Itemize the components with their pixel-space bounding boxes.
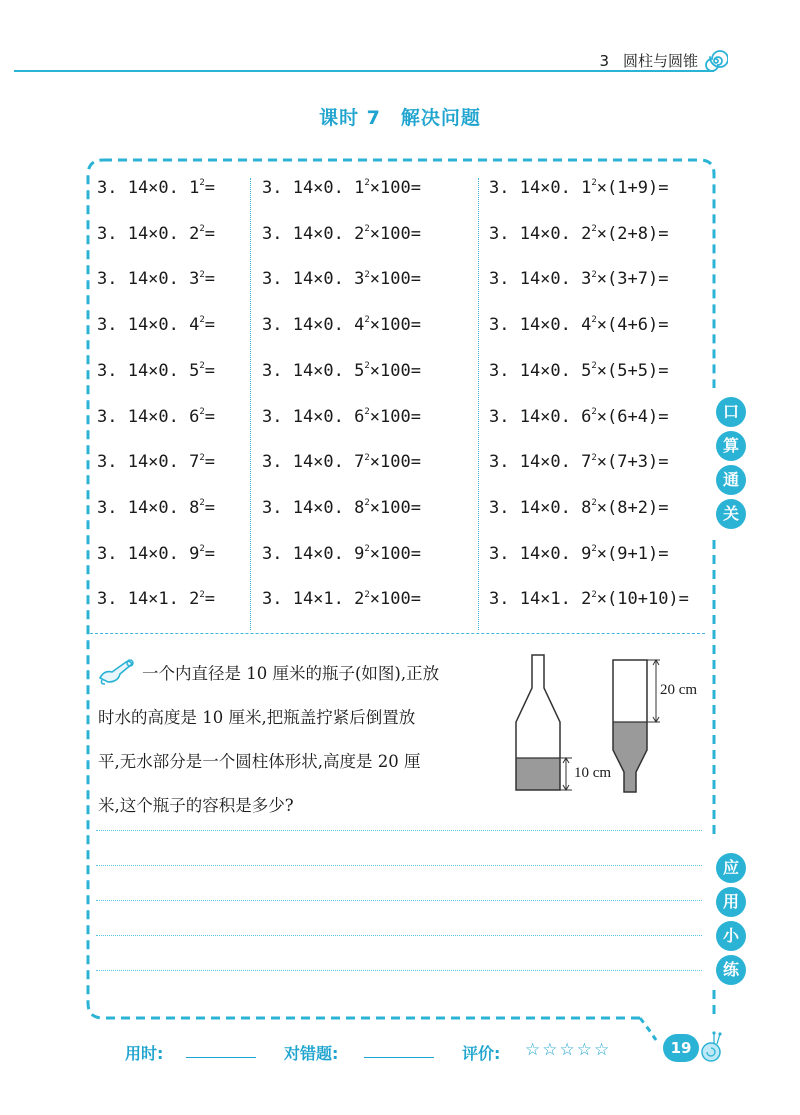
exponent: 2: [591, 589, 597, 600]
problem-line: 平,无水部分是一个圆柱体形状,高度是 20 厘: [98, 752, 421, 771]
side-tab-application-4: 练: [716, 955, 746, 985]
lesson-label: 课时 7: [319, 107, 381, 129]
side-tab-oral-calc-4: 关: [716, 499, 746, 529]
side-tab-application-1: 应: [716, 853, 746, 883]
expression-suffix: ×100=: [369, 589, 421, 610]
calc-item-square: [97, 498, 215, 518]
problem-line: 时水的高度是 10 厘米,把瓶盖拧紧后倒置放: [98, 708, 416, 727]
exponent: 2: [364, 589, 370, 600]
calc-item-square: [97, 315, 215, 335]
exponent: 2: [364, 224, 370, 235]
column-divider: [478, 178, 479, 630]
expression-base: 3. 14×0. 3: [262, 269, 365, 290]
expression-suffix: ×100=: [369, 406, 421, 427]
page-number: 19: [663, 1034, 699, 1062]
expression-suffix: =: [204, 223, 216, 244]
calc-item-square: [97, 178, 215, 198]
expression-base: 3. 14×0. 9: [489, 543, 592, 564]
expression-suffix: =: [204, 315, 216, 336]
calc-item-times-sum: [489, 178, 668, 198]
expression-suffix: ×(5+5)=: [596, 360, 669, 381]
exponent: 2: [591, 361, 597, 372]
exponent: 2: [364, 498, 370, 509]
lesson-title: 解决问题: [400, 107, 481, 129]
expression-base: 3. 14×0. 7: [489, 452, 592, 473]
calc-item-times-sum: [489, 407, 668, 427]
time-blank[interactable]: [186, 1057, 256, 1058]
expression-suffix: =: [204, 497, 216, 518]
expression-base: 3. 14×0. 3: [97, 269, 200, 290]
calc-item-times-100: [262, 589, 421, 609]
figure-label-air-height: 20 cm: [660, 682, 698, 698]
exponent: 2: [364, 452, 370, 463]
expression-base: 3. 14×0. 3: [489, 269, 592, 290]
expression-suffix: =: [204, 269, 216, 290]
exponent: 2: [591, 543, 597, 554]
exponent: 2: [364, 543, 370, 554]
chapter-title: 圆柱与圆锥: [622, 52, 698, 70]
exponent: 2: [199, 589, 205, 600]
exponent: 2: [591, 224, 597, 235]
rating-label: 评价:: [462, 1044, 501, 1063]
expression-suffix: ×(6+4)=: [596, 406, 669, 427]
answer-line: [96, 935, 702, 936]
snail-icon: [697, 1030, 727, 1064]
exponent: 2: [199, 498, 205, 509]
exponent: 2: [591, 269, 597, 280]
calc-item-times-100: [262, 544, 421, 564]
expression-suffix: ×100=: [369, 178, 421, 198]
word-problem: [98, 652, 498, 828]
inverted-bottle: [613, 660, 660, 792]
expression-base: 3. 14×1. 2: [489, 589, 592, 610]
exponent: 2: [364, 315, 370, 326]
expression-base: 3. 14×1. 2: [97, 589, 200, 610]
expression-suffix: =: [204, 452, 216, 473]
calc-item-times-100: [262, 452, 421, 472]
calc-item-square: [97, 544, 215, 564]
exponent: 2: [199, 315, 205, 326]
answer-line: [96, 830, 702, 831]
expression-base: 3. 14×0. 8: [97, 497, 200, 518]
expression-base: 3. 14×1. 2: [262, 589, 365, 610]
exponent: 2: [199, 224, 205, 235]
expression-base: 3. 14×0. 4: [97, 315, 200, 336]
expression-suffix: ×(9+1)=: [596, 543, 669, 564]
calc-item-square: [97, 224, 215, 244]
expression-suffix: ×(1+9)=: [596, 178, 669, 198]
figure-label-water-height: 10 cm: [574, 765, 612, 781]
expression-base: 3. 14×0. 2: [262, 223, 365, 244]
calc-item-times-100: [262, 361, 421, 381]
problem-line: 一个内直径是 10 厘米的瓶子(如图),正放: [142, 664, 440, 683]
rating-stars[interactable]: ☆☆☆☆☆: [525, 1040, 612, 1060]
expression-suffix: =: [204, 589, 216, 610]
expression-base: 3. 14×0. 5: [489, 360, 592, 381]
calc-item-square: [97, 407, 215, 427]
expression-suffix: ×(2+8)=: [596, 223, 669, 244]
expression-suffix: ×100=: [369, 543, 421, 564]
section-divider: [90, 633, 705, 634]
exponent: 2: [591, 406, 597, 417]
errors-label: 对错题:: [284, 1044, 339, 1063]
column-divider: [250, 178, 251, 630]
upright-bottle: [516, 655, 572, 790]
calc-item-times-sum: [489, 269, 668, 289]
expression-base: 3. 14×0. 7: [262, 452, 365, 473]
expression-base: 3. 14×0. 1: [97, 178, 200, 198]
exponent: 2: [591, 452, 597, 463]
expression-suffix: =: [204, 178, 216, 198]
expression-suffix: ×(3+7)=: [596, 269, 669, 290]
expression-base: 3. 14×0. 8: [489, 497, 592, 518]
side-tab-oral-calc-3: 通: [716, 465, 746, 495]
expression-base: 3. 14×0. 2: [489, 223, 592, 244]
calc-item-times-sum: [489, 498, 668, 518]
calc-item-times-100: [262, 315, 421, 335]
side-tab-oral-calc-2: 算: [716, 431, 746, 461]
expression-suffix: =: [204, 543, 216, 564]
exponent: 2: [364, 178, 370, 189]
expression-suffix: ×100=: [369, 269, 421, 290]
expression-base: 3. 14×0. 8: [262, 497, 365, 518]
calc-item-square: [97, 361, 215, 381]
chapter-number: 3: [599, 52, 609, 70]
expression-suffix: ×100=: [369, 360, 421, 381]
calc-item-times-100: [262, 178, 421, 198]
side-tab-application-3: 小: [716, 921, 746, 951]
calc-item-times-sum: [489, 361, 668, 381]
exponent: 2: [364, 406, 370, 417]
exponent: 2: [199, 269, 205, 280]
expression-base: 3. 14×0. 4: [262, 315, 365, 336]
calc-item-times-sum: [489, 224, 668, 244]
expression-base: 3. 14×0. 9: [262, 543, 365, 564]
calc-item-square: [97, 269, 215, 289]
calc-item-times-sum: [489, 589, 689, 609]
exponent: 2: [591, 498, 597, 509]
answer-line: [96, 970, 702, 971]
problem-line: 米,这个瓶子的容积是多少?: [98, 796, 294, 815]
expression-suffix: =: [204, 360, 216, 381]
side-tab-oral-calc-1: 口: [716, 397, 746, 427]
expression-base: 3. 14×0. 9: [97, 543, 200, 564]
exponent: 2: [364, 269, 370, 280]
calc-item-times-sum: [489, 315, 668, 335]
expression-base: 3. 14×0. 1: [489, 178, 592, 198]
expression-base: 3. 14×0. 7: [97, 452, 200, 473]
expression-suffix: =: [204, 406, 216, 427]
expression-suffix: ×(8+2)=: [596, 497, 669, 518]
exponent: 2: [199, 178, 205, 189]
expression-suffix: ×100=: [369, 223, 421, 244]
calc-item-square: [97, 589, 215, 609]
answer-line: [96, 900, 702, 901]
expression-suffix: ×(4+6)=: [596, 315, 669, 336]
expression-base: 3. 14×0. 5: [97, 360, 200, 381]
calc-item-square: [97, 452, 215, 472]
time-label: 用时:: [125, 1044, 164, 1063]
expression-base: 3. 14×0. 6: [489, 406, 592, 427]
calc-item-times-100: [262, 407, 421, 427]
expression-suffix: ×(10+10)=: [596, 589, 689, 610]
exponent: 2: [591, 315, 597, 326]
expression-suffix: ×(7+3)=: [596, 452, 669, 473]
exponent: 2: [364, 361, 370, 372]
expression-suffix: ×100=: [369, 315, 421, 336]
exponent: 2: [199, 361, 205, 372]
answer-line: [96, 865, 702, 866]
expression-base: 3. 14×0. 2: [97, 223, 200, 244]
expression-base: 3. 14×0. 4: [489, 315, 592, 336]
expression-suffix: ×100=: [369, 452, 421, 473]
expression-base: 3. 14×0. 6: [97, 406, 200, 427]
side-tab-application-2: 用: [716, 887, 746, 917]
expression-base: 3. 14×0. 5: [262, 360, 365, 381]
exponent: 2: [199, 452, 205, 463]
calc-item-times-100: [262, 269, 421, 289]
calc-item-times-sum: [489, 544, 668, 564]
exponent: 2: [199, 406, 205, 417]
errors-blank[interactable]: [364, 1057, 434, 1058]
calc-item-times-100: [262, 498, 421, 518]
calc-item-times-sum: [489, 452, 668, 472]
exponent: 2: [199, 543, 205, 554]
calc-item-times-100: [262, 224, 421, 244]
exponent: 2: [591, 178, 597, 189]
expression-base: 3. 14×0. 1: [262, 178, 365, 198]
expression-base: 3. 14×0. 6: [262, 406, 365, 427]
expression-suffix: ×100=: [369, 497, 421, 518]
